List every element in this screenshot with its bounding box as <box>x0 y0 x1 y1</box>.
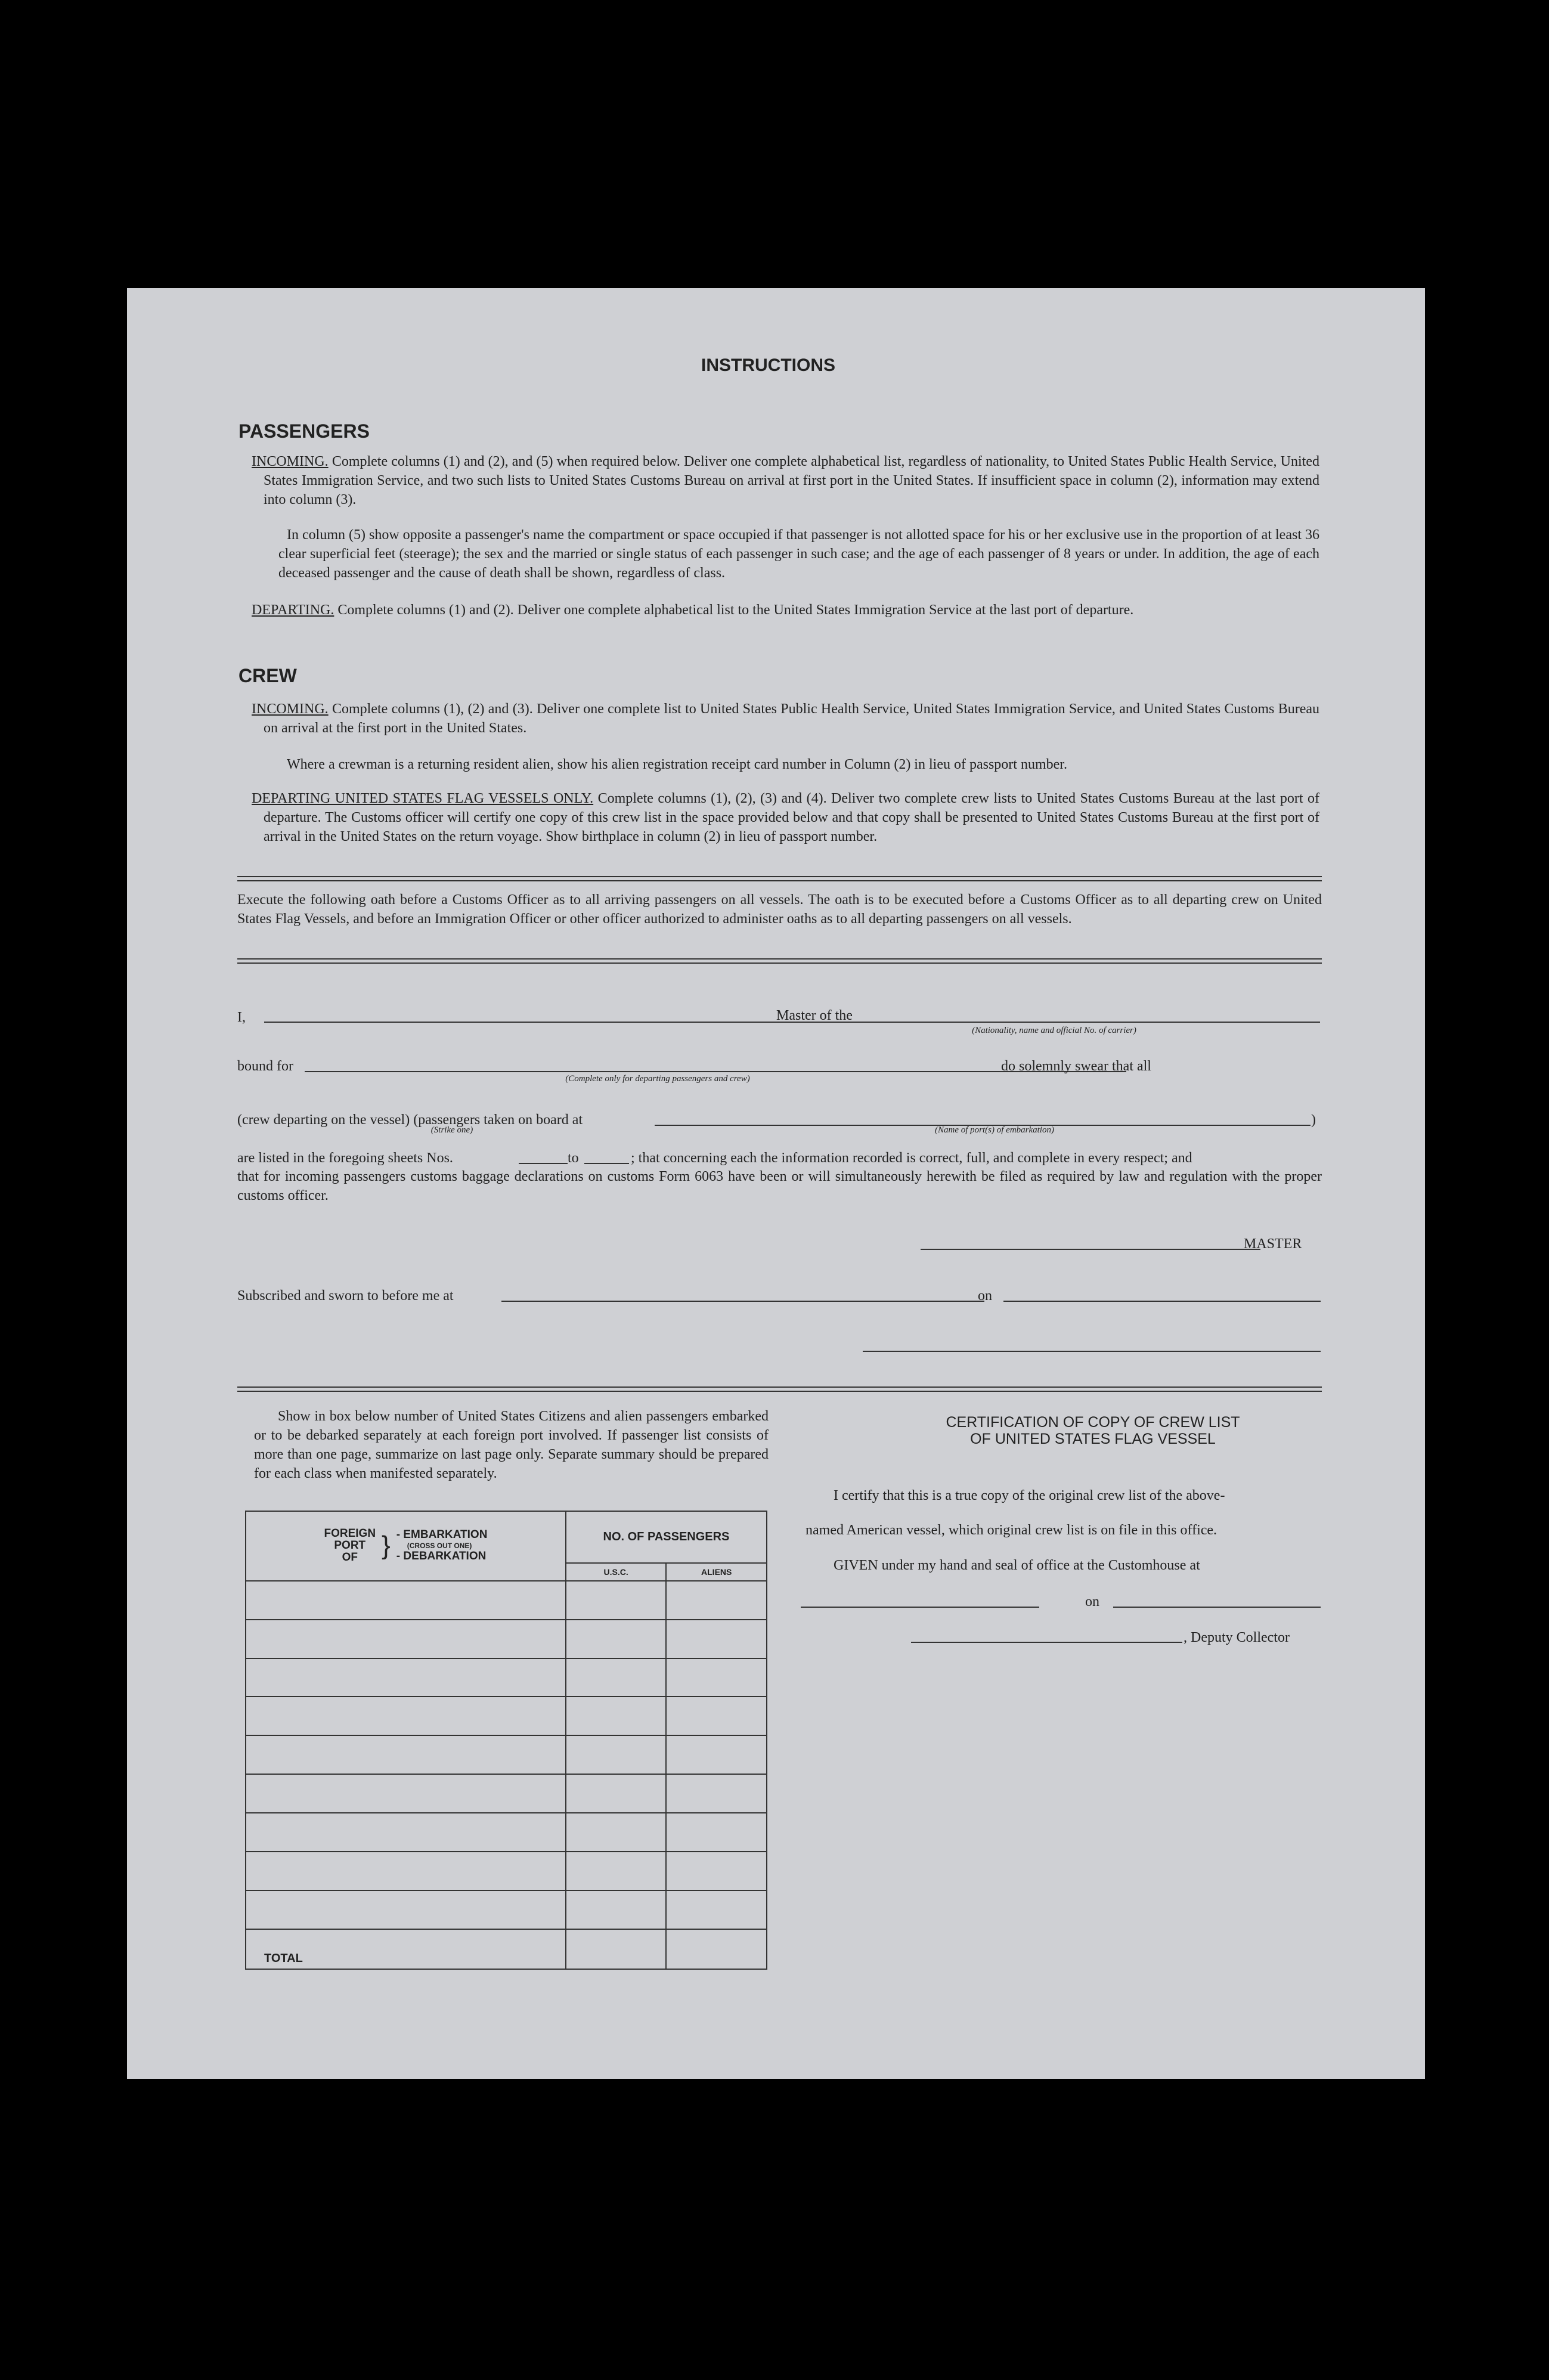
carrier-line <box>875 1022 1320 1023</box>
port-cell[interactable] <box>246 1581 566 1620</box>
sheet-from-line <box>519 1163 568 1164</box>
port-cell[interactable] <box>246 1890 566 1929</box>
usc-total-cell[interactable] <box>566 1929 666 1969</box>
certify-line-a: I certify that this is a true copy of the original crew list of the above- <box>834 1488 1225 1503</box>
master-label: MASTER <box>1244 1236 1302 1252</box>
crew-departing-text: Complete columns (1), (2), (3) and (4). Deliver two complete crew lists to United States Customs Bureau at the last port of departure. The Customs officer will certify one copy of this crew list in the space provided below and that copy shall be presented to United States Customs Bureau at the first port of arrival in the United States on the return voyage. Show birthplace in column (2) in lieu of passport number. <box>264 791 1319 844</box>
port-header-cell <box>246 1511 566 1581</box>
subscribed-date-line <box>1003 1301 1321 1302</box>
passengers-column5-paragraph: In column (5) show opposite a passenger's name the compartment or space occupied if that passenger is not allotted space for his or her exclusive use in the proportion of at least 36 clear superficial feet (steerage); the sex and the married or single status of each passenger in such case; and the age of each passenger of 8 years or under. In addition, the age of each deceased passenger and the cause of death shall be shown, regardless of class. <box>278 527 1319 581</box>
usc-cell[interactable] <box>566 1813 666 1852</box>
total-row <box>246 1929 767 1969</box>
oath-instruction: Execute the following oath before a Customs Officer as to all arriving passengers on all vessels. The oath is to be executed before a Customs Officer as to all departing crew on United States Flag Vessels, and before an Immigration Officer or other officer authorized to administer oaths as to all departing passengers on all vessels. <box>237 892 1322 927</box>
crew-heading: CREW <box>238 665 297 686</box>
divider <box>237 876 1322 881</box>
aliens-total-cell[interactable] <box>666 1929 767 1969</box>
crew-passengers-text: (crew departing on the vessel) (passengers taken on board at <box>237 1112 583 1128</box>
listed-to-label: to <box>568 1150 579 1166</box>
sheet-to-line <box>584 1163 629 1164</box>
aliens-cell[interactable] <box>666 1620 767 1658</box>
table-row <box>246 1890 767 1929</box>
usc-header: U.S.C. <box>566 1563 666 1581</box>
passengers-incoming-text: Complete columns (1) and (2), and (5) when required below. Deliver one complete alphabetical list, regardless of nationality, to United States Public Health Service, United States Immigration Service, and two such lists to United States Customs Bureau on arrival at first port in the United States. If insufficient space in column (2), information may extend into column (3). <box>264 454 1320 507</box>
crew-departing-label: DEPARTING UNITED STATES FLAG VESSELS ONLY. <box>252 791 594 806</box>
deputy-signature-line <box>911 1642 1182 1643</box>
bound-for-label: bound for <box>237 1059 293 1074</box>
aliens-cell[interactable] <box>666 1697 767 1735</box>
listed-b-text: ; that concerning each the information recorded is correct, full, and complete in every respect; and <box>631 1150 1192 1166</box>
total-label: TOTAL <box>264 1952 303 1965</box>
officer-signature-line <box>863 1351 1321 1352</box>
usc-cell[interactable] <box>566 1581 666 1620</box>
passengers-departing-text: Complete columns (1) and (2). Deliver one complete alphabetical list to the United States Immigration Service at the last port of departure. <box>337 602 1134 618</box>
aliens-cell[interactable] <box>666 1890 767 1929</box>
given-line: GIVEN under my hand and seal of office at the Customhouse at <box>834 1558 1200 1573</box>
port-cell[interactable] <box>246 1658 566 1697</box>
passenger-summary-table <box>245 1511 767 1970</box>
form-page <box>127 288 1425 2079</box>
deputy-collector-label: , Deputy Collector <box>1184 1630 1290 1645</box>
foreign-port-of-label: FOREIGN PORT OF <box>324 1527 376 1564</box>
subscribed-on-label: on <box>978 1288 992 1304</box>
debarkation-label: - DEBARKATION <box>396 1550 487 1563</box>
port-cell[interactable] <box>246 1813 566 1852</box>
port-cell[interactable] <box>246 1697 566 1735</box>
crew-incoming-paragraph <box>252 700 1319 738</box>
strike-one-caption: (Strike one) <box>430 1125 473 1135</box>
listed-c-text: that for incoming passengers customs baggage declarations on customs Form 6063 have been or will simultaneously herewith be filed as required by law and regulation with the proper customs officer. <box>237 1169 1322 1203</box>
usc-cell[interactable] <box>566 1890 666 1929</box>
certify-line-b: named American vessel, which original crew list is on file in this office. <box>806 1522 1217 1538</box>
summary-instruction: Show in box below number of United States Citizens and alien passengers embarked or to be debarked separately at each foreign port involved. If passenger list consists of more than one page, summarize on last page only. Separate summary should be prepared for each class when manifested separately. <box>254 1409 769 1481</box>
page-title: INSTRUCTIONS <box>701 355 835 375</box>
table-row <box>246 1813 767 1852</box>
master-of-label: Master of the <box>776 1008 853 1023</box>
table-row <box>246 1735 767 1774</box>
master-signature-line <box>921 1249 1260 1250</box>
divider <box>237 1386 1322 1392</box>
table-row <box>246 1620 767 1658</box>
aliens-cell[interactable] <box>666 1852 767 1890</box>
usc-cell[interactable] <box>566 1852 666 1890</box>
table-row <box>246 1581 767 1620</box>
passengers-departing-paragraph <box>252 601 1319 620</box>
crew-alien-paragraph: Where a crewman is a returning resident alien, show his alien registration receipt card number in Column (2) in lieu of passport number. <box>287 757 1067 772</box>
carrier-caption: (Nationality, name and official No. of carrier) <box>972 1026 1136 1035</box>
usc-cell[interactable] <box>566 1620 666 1658</box>
port-cell[interactable] <box>246 1852 566 1890</box>
brace-glyph: } <box>382 1531 391 1561</box>
cross-out-label: (CROSS OUT ONE) <box>407 1542 472 1550</box>
passengers-incoming-label: INCOMING. <box>252 454 329 469</box>
table-row <box>246 1697 767 1735</box>
customhouse-line <box>801 1607 1039 1608</box>
usc-cell[interactable] <box>566 1658 666 1697</box>
aliens-header: ALIENS <box>666 1563 767 1581</box>
certification-title: CERTIFICATION OF COPY OF CREW LIST OF UNITED STATES FLAG VESSEL <box>946 1414 1240 1447</box>
aliens-cell[interactable] <box>666 1813 767 1852</box>
passengers-departing-label: DEPARTING. <box>252 602 334 618</box>
aliens-cell[interactable] <box>666 1658 767 1697</box>
table-row <box>246 1658 767 1697</box>
usc-cell[interactable] <box>566 1735 666 1774</box>
port-cell[interactable] <box>246 1620 566 1658</box>
embarkation-label: - EMBARKATION <box>396 1528 488 1542</box>
crew-incoming-label: INCOMING. <box>252 701 329 717</box>
listed-sheets-label: are listed in the foregoing sheets Nos. <box>237 1150 453 1166</box>
swear-text: do solemnly swear that all <box>1001 1059 1151 1074</box>
subscribed-label: Subscribed and sworn to before me at <box>237 1288 454 1304</box>
subscribed-place-line <box>501 1301 984 1302</box>
table-row <box>246 1774 767 1813</box>
no-of-passengers-header: NO. OF PASSENGERS <box>566 1511 767 1563</box>
crew-incoming-text: Complete columns (1), (2) and (3). Deliver one complete list to United States Public Health Service, United States Immigration Service, and United States Customs Bureau on arrival at the first port in the United States. <box>264 701 1319 736</box>
ports-caption: (Name of port(s) of embarkation) <box>935 1125 1054 1135</box>
usc-cell[interactable] <box>566 1697 666 1735</box>
aliens-cell[interactable] <box>666 1735 767 1774</box>
aliens-cell[interactable] <box>666 1774 767 1813</box>
table-row <box>246 1852 767 1890</box>
aliens-cell[interactable] <box>666 1581 767 1620</box>
close-paren: ) <box>1311 1112 1316 1128</box>
oath-i-label: I, <box>237 1010 246 1025</box>
usc-cell[interactable] <box>566 1774 666 1813</box>
bound-caption: (Complete only for departing passengers and crew) <box>565 1074 750 1084</box>
port-cell[interactable] <box>246 1735 566 1774</box>
crew-departing-paragraph <box>252 789 1319 846</box>
certification-date-line <box>1113 1607 1321 1608</box>
port-cell[interactable] <box>246 1774 566 1813</box>
total-label-cell <box>246 1929 566 1969</box>
certification-on-label: on <box>1085 1594 1099 1610</box>
divider <box>237 958 1322 964</box>
passengers-incoming-paragraph <box>252 452 1320 509</box>
passengers-heading: PASSENGERS <box>238 420 370 442</box>
